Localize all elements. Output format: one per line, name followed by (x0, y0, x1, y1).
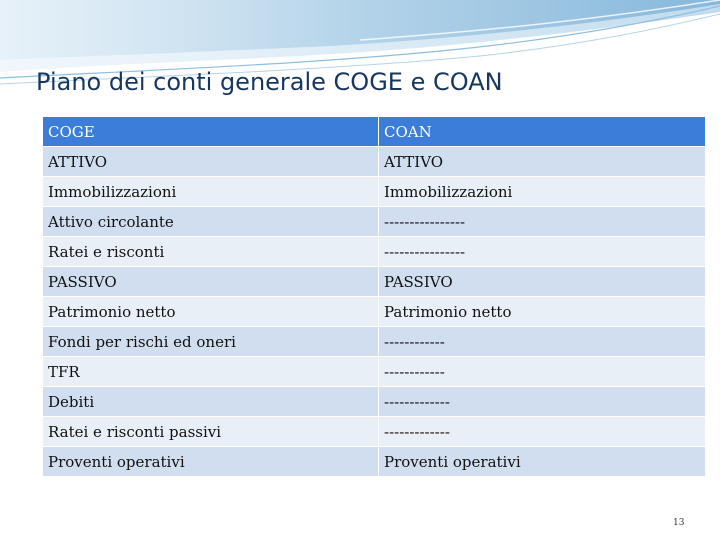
coan-cell: ATTIVO (379, 147, 706, 177)
coge-cell: PASSIVO (43, 267, 379, 297)
table-row (43, 267, 705, 297)
slide-page-number: 13 (673, 518, 685, 528)
coan-cell: ------------- (379, 387, 706, 417)
coan-cell: Proventi operativi (379, 447, 706, 477)
slide-title: Piano dei conti generale COGE e COAN (36, 68, 503, 96)
coan-cell: ---------------- (379, 237, 706, 267)
table-row (43, 297, 705, 327)
table-row (43, 387, 705, 417)
table-row (43, 327, 705, 357)
table-row (43, 147, 705, 177)
table-row (43, 177, 705, 207)
coge-cell: Ratei e risconti (43, 237, 379, 267)
coan-cell: Patrimonio netto (379, 297, 706, 327)
coan-cell: PASSIVO (379, 267, 706, 297)
chart-of-accounts-table (43, 117, 705, 477)
coge-cell: Proventi operativi (43, 447, 379, 477)
coge-cell: Fondi per rischi ed oneri (43, 327, 379, 357)
column-header-coge: COGE (43, 117, 379, 147)
coan-cell: ------------ (379, 327, 706, 357)
table-row (43, 207, 705, 237)
coge-cell: Immobilizzazioni (43, 177, 379, 207)
coan-cell: ------------- (379, 417, 706, 447)
coge-cell: Ratei e risconti passivi (43, 417, 379, 447)
coan-cell: ------------ (379, 357, 706, 387)
coge-cell: Attivo circolante (43, 207, 379, 237)
coge-cell: ATTIVO (43, 147, 379, 177)
table-row (43, 417, 705, 447)
column-header-coan: COAN (379, 117, 706, 147)
coge-cell: Patrimonio netto (43, 297, 379, 327)
coge-cell: TFR (43, 357, 379, 387)
table-header-row (43, 117, 705, 147)
table-row (43, 447, 705, 477)
coge-cell: Debiti (43, 387, 379, 417)
coan-cell: ---------------- (379, 207, 706, 237)
table-row (43, 357, 705, 387)
table-row (43, 237, 705, 267)
coan-cell: Immobilizzazioni (379, 177, 706, 207)
